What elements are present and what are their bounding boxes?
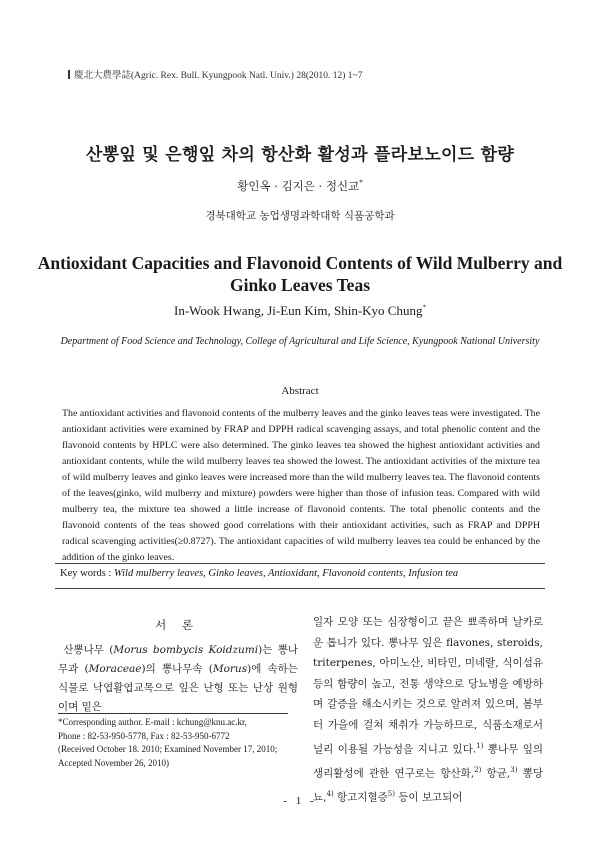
reference-mark: 3) [510, 765, 518, 774]
page-number: - 1 - [283, 795, 317, 807]
korean-title: 산뽕잎 및 은행잎 차의 항산화 활성과 플라보노이드 함량 [85, 145, 515, 165]
footnote-received: (Received October 18. 2010; Examined November 17, 2010; [58, 744, 278, 754]
reference-mark: 4) [326, 789, 334, 798]
intro-text: 뽕당뇨, [313, 767, 543, 804]
abstract-text: The antioxidant activities and flavonoid contents of the mulberry leaves and the ginko leaves teas were investigated. The antioxidant activities were examined by FRAP and DPPH radical scavenging assays, and total phenolic content and the flavonoid contents by HPLC were also determined. The ginko leaves tea showed the highest antioxidant activities and antioxidant contents, while the wild mulberry leaves tea showed the lowest. The antioxidant activities of the mixture tea of wild mulberry leaves and ginko leaves were increased more than the wild mulberry leaves tea. The flavonoid contents of the leaves(ginko, wild mulberry and mixture) powders were higher than those of infusion teas. Compared with wild mulberry tea, the mixture tea showed a little increase of flavonoid contents. The total phenolic contents and the flavonoid contents of the teas showed good correlations with their antioxidant activities, such as FRAP and DPPH radical scavenging activities(≥0.8727). The antioxidant capacities of wild mulberry leaves tea could be enhanced by the addition of the ginko leaves. [62, 408, 540, 563]
intro-text: 뽕나무 잎의 생리활성에 관한 연구로는 항산화, [313, 743, 543, 780]
keywords [60, 568, 458, 579]
korean-authors [0, 178, 600, 194]
intro-text: 항균, [481, 767, 511, 780]
introduction-heading: 서 론 [155, 618, 199, 632]
footnote-rule [58, 713, 288, 714]
english-title [0, 252, 600, 296]
footnote-corresponding: *Corresponding author. E-mail : kchung@knu.ac.kr, [58, 717, 247, 727]
footnote-accepted: Accepted November 26, 2010) [58, 757, 169, 768]
running-header-text: 慶北大農學誌(Agric. Rex. Bull. Kyungpook Natl. Univ.) 28(2010. 12) 1~7 [74, 71, 363, 81]
keywords-top-rule [55, 563, 545, 564]
intro-text: 등이 보고되어 [394, 791, 463, 804]
english-affiliation: Department of Food Science and Technology, College of Agricultural and Life Science, Kyungpook National University [60, 336, 540, 347]
footnotes [58, 716, 308, 770]
introduction-left-column [58, 641, 298, 717]
keywords-bottom-rule [55, 588, 545, 589]
reference-mark: 5) [387, 789, 395, 798]
keywords-label: Key words : [60, 568, 114, 579]
reference-mark: 1) [476, 741, 484, 750]
english-authors-text: In-Wook Hwang, Ji-Eun Kim, Shin-Kyo Chung [174, 303, 423, 318]
intro-text: 산뽕나무 ( [63, 644, 114, 656]
introduction-right-column [313, 612, 543, 808]
scientific-name: Morus [212, 663, 248, 675]
running-header [68, 67, 362, 81]
english-authors [0, 303, 600, 319]
reference-mark: 2) [474, 765, 482, 774]
footnote-contact: Phone : 82-53-950-5778, Fax : 82-53-950-6772 [58, 730, 230, 741]
korean-authors-text: 황인옥 · 김지은 · 정신교 [237, 179, 360, 193]
english-title-line2: Ginko Leaves Teas [229, 275, 371, 295]
scientific-name: Morus bombycis Koidzumi [113, 644, 259, 656]
english-title-line1: Antioxidant Capacities and Flavonoid Contents of Wild Mulberry and [37, 253, 563, 273]
scientific-name: Moraceae [88, 663, 142, 675]
intro-text: )는 뽕나무과 ( [58, 644, 298, 675]
english-authors-mark: * [422, 303, 426, 312]
abstract-heading: Abstract [281, 385, 319, 397]
korean-affiliation: 경북대학교 농업생명과학대학 식품공학과 [205, 210, 395, 222]
keywords-terms: Wild mulberry leaves, Ginko leaves, Antioxidant, Flavonoid contents, Infusion tea [113, 568, 459, 579]
korean-authors-mark: * [359, 179, 363, 188]
intro-text: 일자 모양 또는 심장형이고 끝은 뾰족하며 날카로운 톱니가 있다. 뽕나무 잎은 flavones, steroids, triterpenes, 아미노산, 비타민, 미네랄, 식이섬유 등의 함량이 높고, 전통 생약으로 당뇨병을 예방하며 갈증을 해소시키는 것으로 알려져 있으며, 봄부터 가을에 걸쳐 채취가 가능하므로, 식품소재로서 널리 이용될 가능성을 지니고 있다. [313, 616, 543, 756]
intro-text: )에 속하는 식물로 낙엽활엽교목으로 잎은 난형 또는 난상 원형이며 밑은 [58, 663, 298, 713]
intro-text: 항고지혈증 [333, 791, 388, 804]
intro-text: )의 뽕나무속 ( [141, 663, 213, 675]
header-marker [68, 70, 70, 79]
